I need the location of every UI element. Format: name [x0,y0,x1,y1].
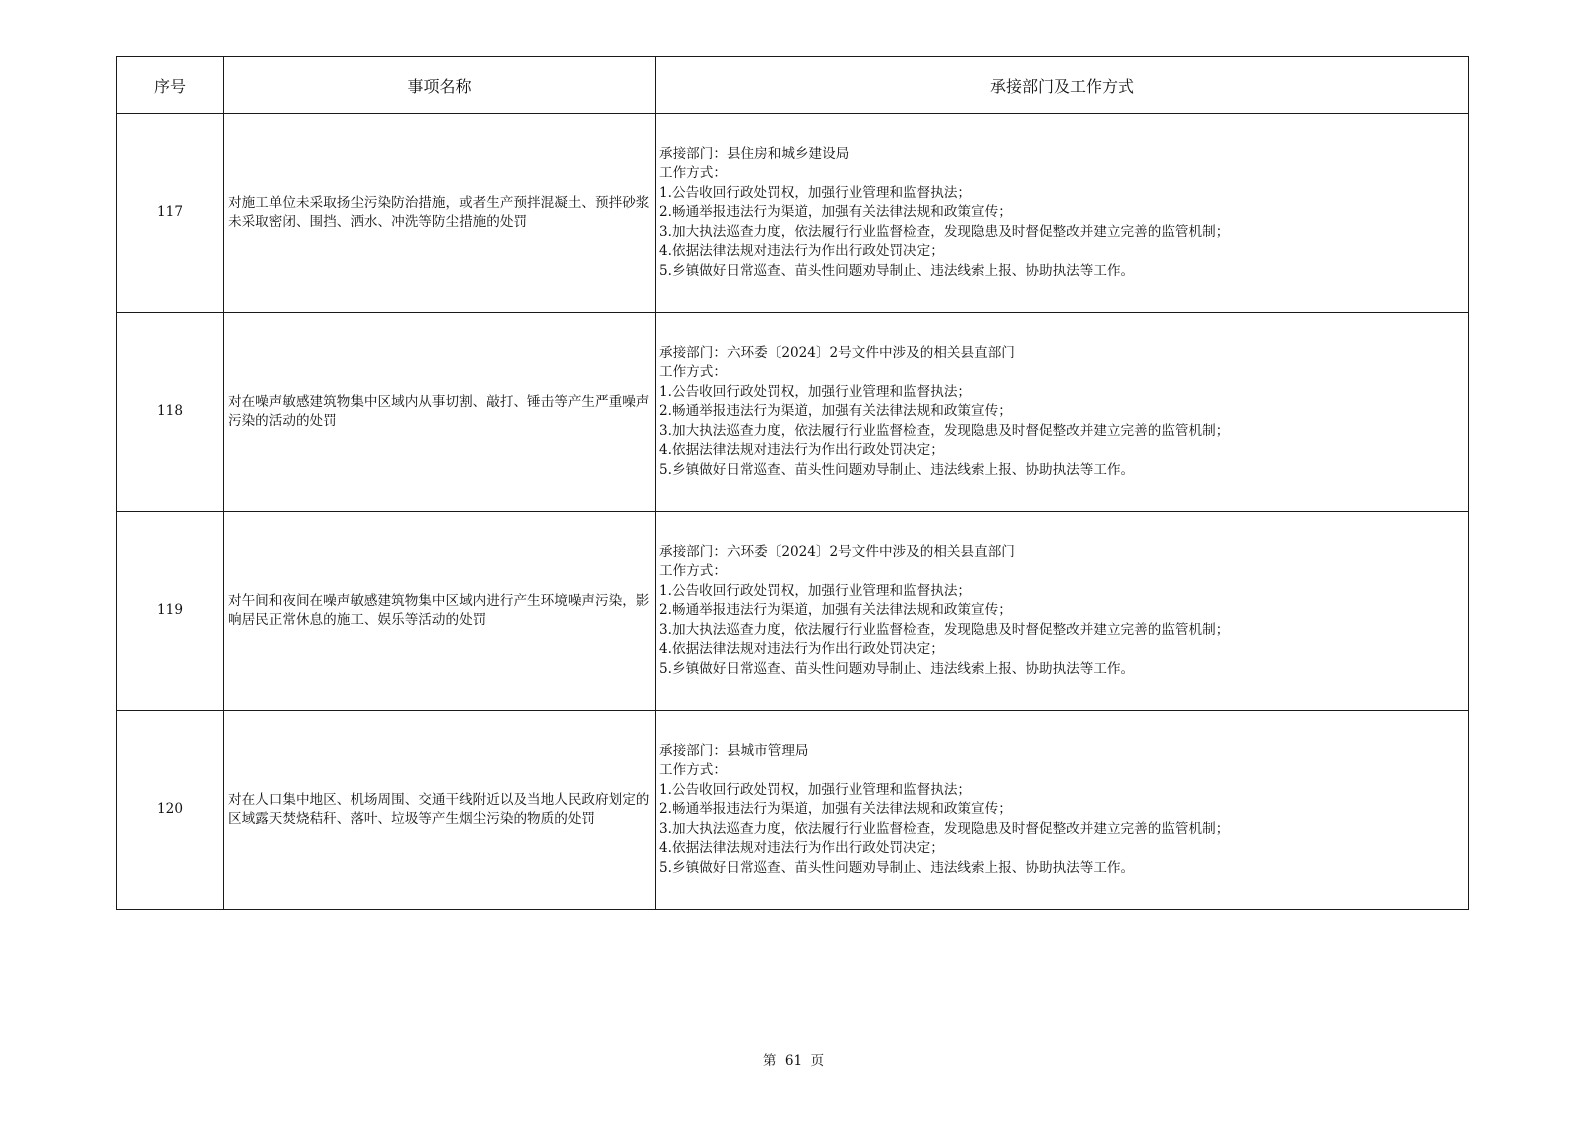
method-item: 3.加大执法巡查力度，依法履行行业监督检查，发现隐患及时督促整改并建立完善的监管机制； [659,223,1230,240]
method-item: 1.公告收回行政处罚权，加强行业管理和监督执法； [659,781,972,798]
method-item: 1.公告收回行政处罚权，加强行业管理和监督执法； [659,184,972,201]
table-row [117,313,1469,512]
dept-line: 承接部门：六环委〔2024〕2号文件中涉及的相关县直部门 [659,344,1015,361]
method-item: 4.依据法律法规对违法行为作出行政处罚决定； [659,442,944,459]
row-serial-number: 119 [117,512,224,711]
method-label: 工作方式： [659,364,727,381]
method-label: 工作方式： [659,165,727,182]
dept-line: 承接部门：六环委〔2024〕2号文件中涉及的相关县直部门 [659,543,1015,560]
method-item: 4.依据法律法规对违法行为作出行政处罚决定； [659,840,944,857]
page-number: 第 61 页 [762,1053,825,1069]
method-item: 3.加大执法巡查力度，依法履行行业监督检查，发现隐患及时督促整改并建立完善的监管机制； [659,422,1230,439]
method-item: 5.乡镇做好日常巡查、苗头性问题劝导制止、违法线索上报、协助执法等工作。 [659,660,1135,677]
table-header-row [117,57,1469,114]
header-dept-and-method: 承接部门及工作方式 [656,57,1469,114]
method-item: 4.依据法律法规对违法行为作出行政处罚决定； [659,243,944,260]
header-matter-name: 事项名称 [224,57,656,114]
method-item: 1.公告收回行政处罚权，加强行业管理和监督执法； [659,383,972,400]
method-item: 2.畅通举报违法行为渠道，加强有关法律法规和政策宣传； [659,403,1012,420]
row-dept-and-method [656,512,1469,711]
method-item: 4.依据法律法规对违法行为作出行政处罚决定； [659,641,944,658]
row-matter-name: 对午间和夜间在噪声敏感建筑物集中区域内进行产生环境噪声污染，影响居民正常休息的施工、娱乐等活动的处罚 [224,512,656,711]
row-serial-number: 117 [117,114,224,313]
row-serial-number: 120 [117,711,224,910]
row-matter-name: 对在人口集中地区、机场周围、交通干线附近以及当地人民政府划定的区域露天焚烧秸秆、落叶、垃圾等产生烟尘污染的物质的处罚 [224,711,656,910]
row-serial-number: 118 [117,313,224,512]
method-label: 工作方式： [659,762,727,779]
method-item: 2.畅通举报违法行为渠道，加强有关法律法规和政策宣传； [659,204,1012,221]
row-dept-and-method [656,114,1469,313]
method-item: 2.畅通举报违法行为渠道，加强有关法律法规和政策宣传； [659,602,1012,619]
method-item: 1.公告收回行政处罚权，加强行业管理和监督执法； [659,582,972,599]
table-row [117,114,1469,313]
row-dept-and-method [656,711,1469,910]
dept-line: 承接部门：县住房和城乡建设局 [659,145,850,162]
method-label: 工作方式： [659,563,727,580]
method-item: 5.乡镇做好日常巡查、苗头性问题劝导制止、违法线索上报、协助执法等工作。 [659,262,1135,279]
header-serial-number: 序号 [117,57,224,114]
row-matter-name: 对在噪声敏感建筑物集中区域内从事切割、敲打、锤击等产生严重噪声污染的活动的处罚 [224,313,656,512]
row-dept-and-method [656,313,1469,512]
method-item: 3.加大执法巡查力度，依法履行行业监督检查，发现隐患及时督促整改并建立完善的监管机制； [659,621,1230,638]
row-matter-name: 对施工单位未采取扬尘污染防治措施，或者生产预拌混凝土、预拌砂浆未采取密闭、围挡、洒水、冲洗等防尘措施的处罚 [224,114,656,313]
method-item: 3.加大执法巡查力度，依法履行行业监督检查，发现隐患及时督促整改并建立完善的监管机制； [659,820,1230,837]
method-item: 5.乡镇做好日常巡查、苗头性问题劝导制止、违法线索上报、协助执法等工作。 [659,461,1135,478]
table-row [117,512,1469,711]
matters-table [116,56,1469,910]
method-item: 5.乡镇做好日常巡查、苗头性问题劝导制止、违法线索上报、协助执法等工作。 [659,859,1135,876]
table-row [117,711,1469,910]
method-item: 2.畅通举报违法行为渠道，加强有关法律法规和政策宣传； [659,801,1012,818]
dept-line: 承接部门：县城市管理局 [659,742,809,759]
